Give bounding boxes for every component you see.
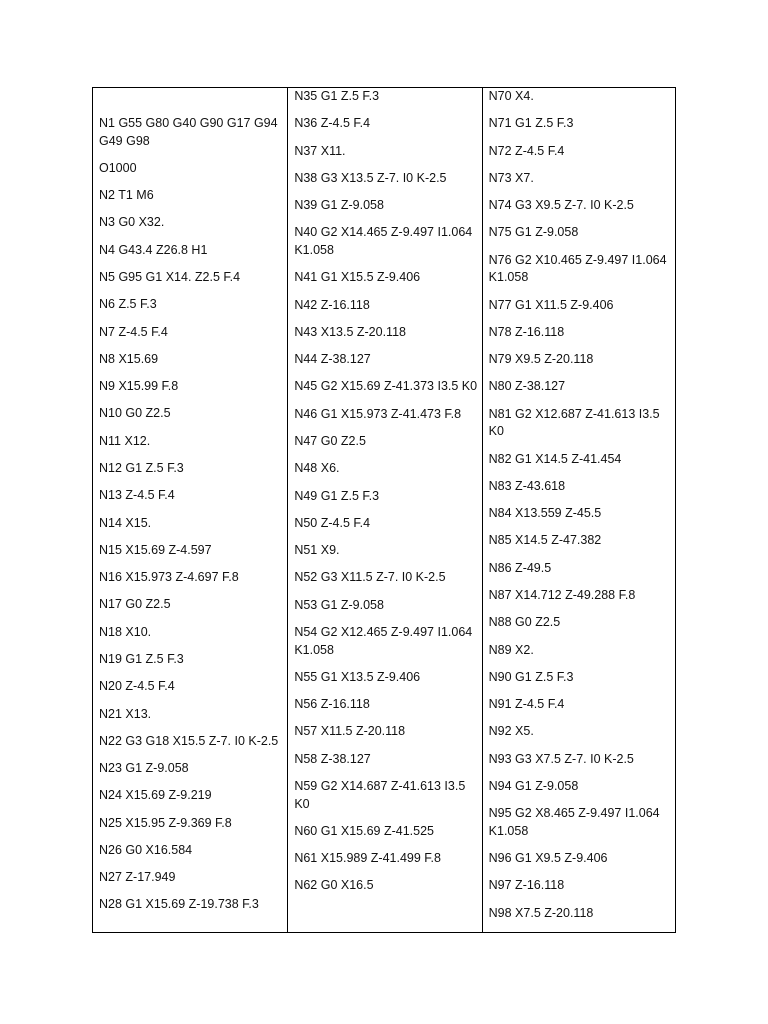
gcode-line: N77 G1 X11.5 Z-9.406 bbox=[488, 297, 614, 312]
gcode-line: N14 X15. bbox=[99, 515, 152, 530]
gcode-line: N90 G1 Z.5 F.3 bbox=[488, 669, 574, 684]
gcode-line: N71 G1 Z.5 F.3 bbox=[488, 116, 574, 131]
gcode-line: N91 Z-4.5 F.4 bbox=[488, 697, 565, 712]
gcode-line: N52 G3 X11.5 Z-7. I0 K-2.5 bbox=[294, 570, 446, 585]
gcode-line: N93 G3 X7.5 Z-7. I0 K-2.5 bbox=[488, 751, 634, 766]
gcode-line: N57 X11.5 Z-20.118 bbox=[294, 724, 406, 739]
gcode-table bbox=[92, 87, 676, 933]
gcode-line: N80 Z-38.127 bbox=[488, 379, 566, 394]
gcode-line: N78 Z-16.118 bbox=[488, 324, 565, 339]
gcode-line: N88 G0 Z2.5 bbox=[488, 615, 561, 630]
gcode-line: N46 G1 X15.973 Z-41.473 F.8 bbox=[294, 406, 462, 421]
gcode-line: N96 G1 X9.5 Z-9.406 bbox=[488, 851, 608, 866]
gcode-line: N20 Z-4.5 F.4 bbox=[99, 679, 175, 694]
gcode-line: N70 X4. bbox=[488, 89, 534, 103]
gcode-line: N7 Z-4.5 F.4 bbox=[99, 324, 168, 339]
gcode-line: N39 G1 Z-9.058 bbox=[294, 198, 384, 213]
gcode-line: N2 T1 M6 bbox=[99, 188, 154, 203]
gcode-line: N55 G1 X13.5 Z-9.406 bbox=[294, 669, 421, 684]
gcode-line: N45 G2 X15.69 Z-41.373 I3.5 K0 bbox=[294, 379, 478, 394]
gcode-line: N53 G1 Z-9.058 bbox=[294, 597, 384, 612]
gcode-line: N76 G2 X10.465 Z-9.497 I1.064 K1.058 bbox=[488, 252, 667, 285]
gcode-line: N41 G1 X15.5 Z-9.406 bbox=[294, 270, 421, 285]
gcode-line: N87 X14.712 Z-49.288 F.8 bbox=[488, 587, 636, 602]
gcode-line: N40 G2 X14.465 Z-9.497 I1.064 K1.058 bbox=[294, 225, 473, 257]
gcode-line: N62 G0 X16.5 bbox=[294, 878, 374, 893]
gcode-line: N85 X14.5 Z-47.382 bbox=[488, 533, 602, 548]
gcode-line: N9 X15.99 F.8 bbox=[99, 379, 179, 394]
gcode-line: N50 Z-4.5 F.4 bbox=[294, 515, 371, 530]
gcode-line: O1000 bbox=[99, 160, 137, 175]
gcode-line: N35 G1 Z.5 F.3 bbox=[294, 89, 380, 103]
gcode-line: N58 Z-38.127 bbox=[294, 751, 371, 766]
gcode-line: N47 G0 Z2.5 bbox=[294, 433, 366, 448]
gcode-line: N4 G43.4 Z26.8 H1 bbox=[99, 242, 208, 257]
gcode-line: N95 G2 X8.465 Z-9.497 I1.064 K1.058 bbox=[488, 806, 660, 838]
gcode-line: N61 X15.989 Z-41.499 F.8 bbox=[294, 851, 441, 866]
gcode-line: N37 X11. bbox=[294, 143, 346, 158]
gcode-line: N19 G1 Z.5 F.3 bbox=[99, 651, 184, 666]
gcode-line: N21 X13. bbox=[99, 706, 152, 721]
gcode-line: N56 Z-16.118 bbox=[294, 697, 370, 712]
gcode-line: N24 X15.69 Z-9.219 bbox=[99, 788, 212, 803]
gcode-line: N12 G1 Z.5 F.3 bbox=[99, 460, 184, 475]
gcode-line: N79 X9.5 Z-20.118 bbox=[488, 352, 594, 367]
gcode-line: N92 X5. bbox=[488, 724, 534, 739]
gcode-line: N72 Z-4.5 F.4 bbox=[488, 143, 565, 158]
gcode-line: N97 Z-16.118 bbox=[488, 878, 565, 893]
gcode-line: N26 G0 X16.584 bbox=[99, 842, 193, 857]
gcode-line: N17 G0 Z2.5 bbox=[99, 597, 171, 612]
gcode-line: N23 G1 Z-9.058 bbox=[99, 761, 189, 776]
gcode-line: N16 X15.973 Z-4.697 F.8 bbox=[99, 570, 239, 585]
gcode-column-1 bbox=[93, 88, 287, 932]
gcode-line: N84 X13.559 Z-45.5 bbox=[488, 506, 602, 521]
gcode-line: N60 G1 X15.69 Z-41.525 bbox=[294, 823, 435, 838]
gcode-line: N6 Z.5 F.3 bbox=[99, 297, 157, 312]
gcode-line: N28 G1 X15.69 Z-19.738 F.3 bbox=[99, 897, 259, 912]
gcode-line: N27 Z-17.949 bbox=[99, 870, 176, 885]
gcode-line: N1 G55 G80 G40 G90 G17 G94 G49 G98 bbox=[99, 116, 278, 148]
gcode-line: N49 G1 Z.5 F.3 bbox=[294, 488, 380, 503]
gcode-line: N44 Z-38.127 bbox=[294, 352, 371, 367]
gcode-line: N75 G1 Z-9.058 bbox=[488, 225, 579, 240]
gcode-line: N59 G2 X14.687 Z-41.613 I3.5 K0 bbox=[294, 778, 466, 811]
gcode-line: N11 X12. bbox=[99, 433, 151, 448]
gcode-line: N22 G3 G18 X15.5 Z-7. I0 K-2.5 bbox=[99, 733, 279, 748]
gcode-line: N51 X9. bbox=[294, 543, 340, 558]
gcode-line: N18 X10. bbox=[99, 624, 152, 639]
gcode-line: N74 G3 X9.5 Z-7. I0 K-2.5 bbox=[488, 198, 634, 213]
gcode-column-3 bbox=[482, 88, 675, 932]
gcode-line: N38 G3 X13.5 Z-7. I0 K-2.5 bbox=[294, 170, 447, 185]
gcode-line: N25 X15.95 Z-9.369 F.8 bbox=[99, 815, 232, 830]
gcode-line: N15 X15.69 Z-4.597 bbox=[99, 542, 212, 557]
gcode-line: N36 Z-4.5 F.4 bbox=[294, 116, 371, 131]
gcode-line: N42 Z-16.118 bbox=[294, 297, 370, 312]
gcode-line: N3 G0 X32. bbox=[99, 215, 165, 230]
gcode-line: N83 Z-43.618 bbox=[488, 478, 566, 493]
gcode-line: N82 G1 X14.5 Z-41.454 bbox=[488, 451, 622, 466]
gcode-line: N43 X13.5 Z-20.118 bbox=[294, 324, 406, 339]
gcode-line: N89 X2. bbox=[488, 642, 534, 657]
gcode-line: N81 G2 X12.687 Z-41.613 I3.5 K0 bbox=[488, 406, 660, 439]
gcode-line: N8 X15.69 bbox=[99, 351, 159, 366]
gcode-line: N86 Z-49.5 bbox=[488, 560, 552, 575]
gcode-column-2 bbox=[287, 88, 481, 932]
gcode-line: N54 G2 X12.465 Z-9.497 I1.064 K1.058 bbox=[294, 624, 473, 657]
gcode-line: N94 G1 Z-9.058 bbox=[488, 778, 579, 793]
gcode-line: N10 G0 Z2.5 bbox=[99, 406, 171, 421]
gcode-line: N5 G95 G1 X14. Z2.5 F.4 bbox=[99, 270, 241, 284]
gcode-line: N98 X7.5 Z-20.118 bbox=[488, 905, 594, 920]
gcode-line: N48 X6. bbox=[294, 461, 340, 476]
gcode-line: N13 Z-4.5 F.4 bbox=[99, 488, 175, 503]
gcode-line: N73 X7. bbox=[488, 170, 534, 185]
